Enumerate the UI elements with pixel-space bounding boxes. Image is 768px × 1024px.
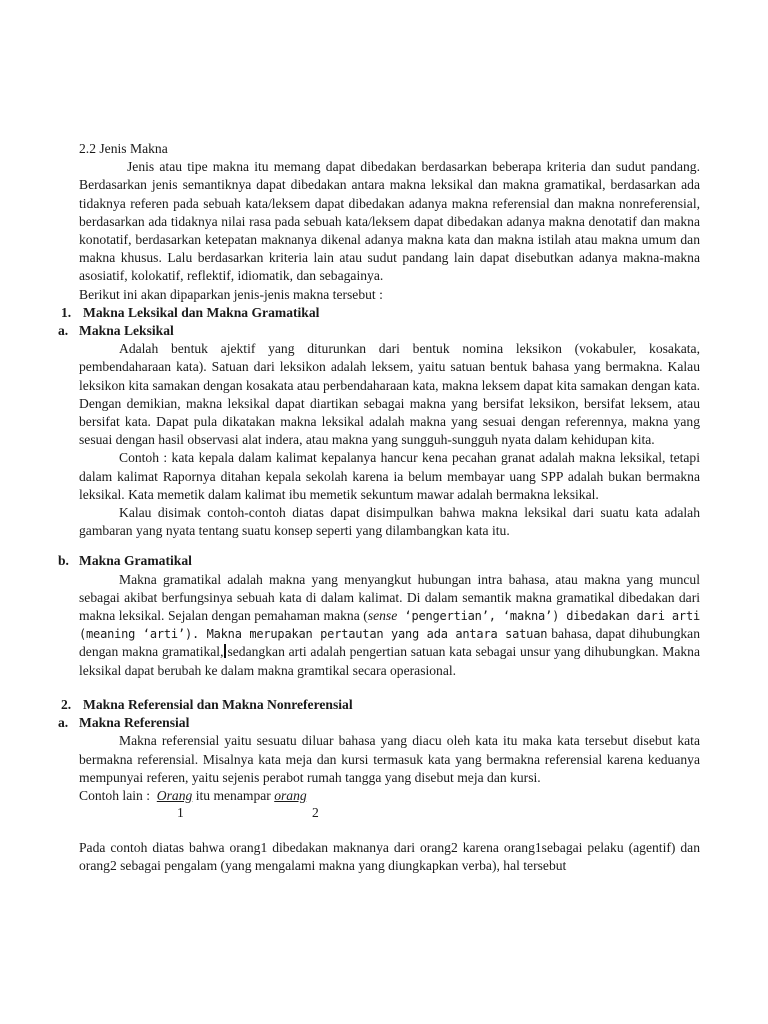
spacer <box>79 540 700 552</box>
heading-1a-letter: a. <box>58 323 69 339</box>
example-sentence <box>79 787 700 805</box>
heading-2a-letter: a. <box>58 715 69 731</box>
heading-1 <box>61 304 700 322</box>
example-middle: itu menampar <box>192 787 275 803</box>
example-word-orang-2: orang <box>274 787 307 803</box>
gramatikal-text-3: sedangkan arti adalah pengertian satuan kata sebagai unsur yang dihubungkan. Makna leksikal dapat berubah ke dalam makna gramtikal secara operasional. <box>79 644 700 678</box>
paragraph-referensial: Makna referensial yaitu sesuatu diluar bahasa yang diacu oleh kata itu maka kata tersebut disebut kata bermakna referensial. Misalnya kata meja dan kursi termasuk kata yang bermakna referensial karena keduanya mempunyai referen, yaitu sejenis perabot rumah tangga yang disebut meja dan kursi. <box>79 733 700 785</box>
heading-2 <box>61 696 700 714</box>
example-word-orang-1: Orang <box>156 787 193 803</box>
intro-transition: Berikut ini akan dipaparkan jenis-jenis makna tersebut : <box>79 286 383 302</box>
heading-1b-text: Makna Gramatikal <box>79 553 192 569</box>
subscript-2: 2 <box>312 805 319 821</box>
heading-1a-text: Makna Leksikal <box>79 323 174 339</box>
heading-1b-letter: b. <box>58 553 69 569</box>
heading-2a-text: Makna Referensial <box>79 715 190 731</box>
heading-2a <box>58 714 700 732</box>
example-label: Contoh lain : <box>79 787 150 803</box>
paragraph-leksikal-example: Contoh : kata kepala dalam kalimat kepalanya hancur kena pecahan granat adalah makna leksikal, tetapi dalam kalimat Rapornya ditahan kepala sekolah karena ia belum membayar uang SPP adalah bukan bermakna leksikal. Kata memetik dalam kalimat ibu memetik sekuntum mawar adalah bermakna leksikal. <box>79 450 700 502</box>
spacer <box>79 680 700 696</box>
gramatikal-sense-term: sense <box>367 608 398 624</box>
subscript-1: 1 <box>177 805 184 821</box>
spacer <box>79 823 700 839</box>
heading-1b <box>58 552 700 570</box>
heading-2-number: 2. <box>61 696 72 712</box>
intro-paragraph: Jenis atau tipe makna itu memang dapat dibedakan berdasarkan beberapa kriteria dan sudut pandang. Berdasarkan jenis semantiknya dapat dibedakan antara makna leksikal dan makna gramatikal, berdasarkan ada tidaknya referen pada sebuah kata/leksem dapat dibedakan adanya makna referensial dan makna nonreferensial, berdasarkan ada tidaknya nilai rasa pada sebuah kata/leksem dapat dibedakan adanya makna denotatif dan makna konotatif, berdasarkan ketepatan maknanya dikenal adanya makna kata dan makna istilah atau makna umum dan makna khusus. Lalu berdasarkan kriteria lain atau sudut pandang lain dapat disebutkan adanya makna-makna asosiatif, kolokatif, reflektif, idiomatik, dan sebagainya. <box>79 159 700 284</box>
heading-1-number: 1. <box>61 304 72 320</box>
heading-1-text: Makna Leksikal dan Makna Gramatikal <box>83 304 320 320</box>
paragraph-example-explanation: Pada contoh diatas bahwa orang1 dibedakan maknanya dari orang2 karena orang1sebagai pelaku (agentif) dan orang2 sebagai pengalam (yang mengalami makna yang diungkapkan verba), hal tersebut <box>79 840 700 874</box>
gramatikal-text-1: Makna gramatikal adalah makna yang menyangkut hubungan intra bahasa, atau makna yang muncul sebagai akibat berfungsinya sebuah kata di dalam kalimat. Di dalam semantik makna gramatikal dibedakan dari makna leksikal. Sejalan dengan pemahaman makna ( <box>79 571 700 624</box>
paragraph-leksikal-conclusion: Kalau disimak contoh-contoh diatas dapat disimpulkan bahwa makna leksikal dari suatu kata adalah gambaran yang nyata tentang suatu konsep seperti yang dilambangkan kata itu. <box>79 505 700 539</box>
heading-1a <box>58 322 700 340</box>
paragraph-leksikal-definition: Adalah bentuk ajektif yang diturunkan dari bentuk nomina leksikon (vokabuler, kosakata, pembendaharaan kata). Satuan dari leksikon adalah leksem, yaitu satuan bentuk bahasa yang bermakna. Kalau leksikon kita samakan dengan kosakata atau perbendaharaan kata, makna leksem dapat kita samakan dengan kata. Dengan demikian, makna leksikal dapat diartikan sebagai makna yang bersifat leksikon, bersifat leksem, atau bersifat kata. Dapat pula dikatakan makna leksikal adalah makna yang sesuai dengan referennya, makna yang sesuai dengan hasil observasi alat indera, atau makna yang sungguh-sungguh nyata dalam kehidupan kita. <box>79 341 700 448</box>
paragraph-gramatikal <box>79 571 700 680</box>
gramatikal-text-mono: ‘pengertian’, ‘makna’) dibedakan dari arti (meaning ‘arti’). Makna merupakan pertautan yang ada antara satuan <box>79 609 700 642</box>
gramatikal-text-2: bahasa, dapat dihubungkan dengan makna gramatikal, <box>79 626 700 660</box>
heading-2-text: Makna Referensial dan Makna Nonreferensial <box>83 696 353 712</box>
document-body <box>58 140 700 876</box>
section-title: 2.2 Jenis Makna <box>79 141 168 156</box>
example-subscripts <box>79 805 700 823</box>
